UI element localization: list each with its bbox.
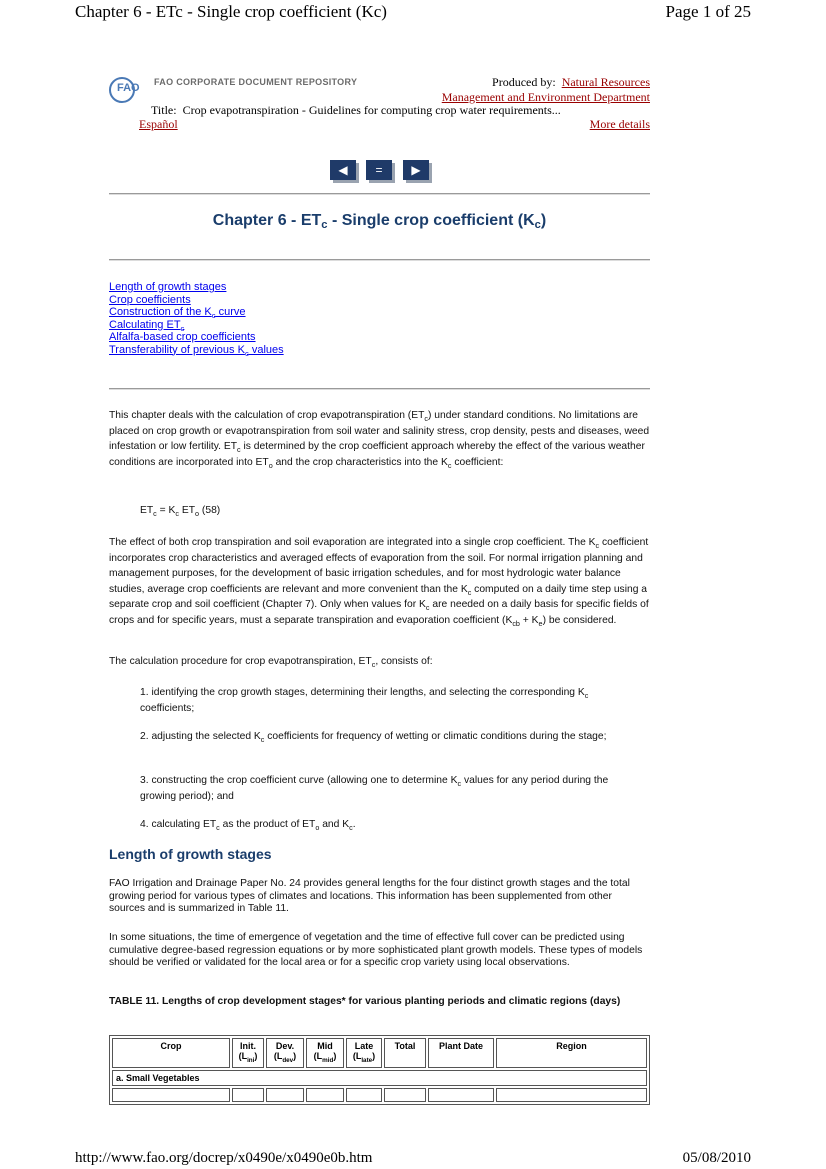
- divider: [109, 193, 650, 195]
- text: L: [355, 1051, 362, 1061]
- next-page-button[interactable]: [403, 160, 429, 180]
- sub: late: [361, 1057, 373, 1064]
- text: are needed on a daily basis for specific fields of crops and for specific years, must a separate transpiration and evaporation coefficient (K: [109, 599, 649, 626]
- document-title: [151, 103, 561, 118]
- table-cell: [306, 1088, 344, 1102]
- sub: c: [349, 823, 353, 832]
- sub: c: [467, 587, 472, 597]
- sub: e: [538, 618, 543, 628]
- produced-by-link[interactable]: Natural Resources: [561, 75, 650, 89]
- chapter-title-part: Chapter 6 - ET: [212, 212, 322, 229]
- table-cell: [346, 1088, 382, 1102]
- sub: o: [315, 823, 320, 832]
- sub: c: [371, 660, 376, 669]
- toc-sub: c: [180, 323, 185, 333]
- text: This chapter deals with the calculation of crop evapotranspiration (ET: [109, 410, 425, 421]
- toc-text: Calculating ET: [109, 318, 181, 331]
- text: coefficients;: [140, 702, 195, 714]
- kc-paragraph: [109, 535, 650, 628]
- sub: c: [457, 779, 462, 788]
- text: + K: [519, 614, 539, 626]
- table-cell: [428, 1088, 494, 1102]
- espanol-link[interactable]: Español: [139, 117, 178, 131]
- fao-logo-text: FAO: [117, 82, 140, 94]
- table-11: [109, 1035, 650, 1105]
- toc-sub: c: [211, 311, 216, 320]
- chapter-title-sub: c: [321, 219, 328, 231]
- section-heading-length-of-growth-stages: Length of growth stages: [109, 846, 272, 862]
- text: , consists of:: [375, 656, 433, 667]
- sub: c: [425, 603, 430, 612]
- sub: ini: [247, 1057, 255, 1064]
- table-of-contents: [109, 281, 284, 356]
- col-region: Region: [496, 1038, 647, 1068]
- text: ET: [140, 505, 154, 516]
- section-paragraph-1: FAO Irrigation and Drainage Paper No. 24 provides general lengths for the four distinct growth stages and the total growing period for various types of climates and locations. This information has been supplemented from other sources and is summarized in Table 11.: [109, 878, 630, 914]
- chapter-title: [109, 212, 650, 230]
- chapter-title-sub: c: [534, 219, 541, 231]
- text: (58): [199, 505, 221, 516]
- title-label: Title:: [151, 103, 177, 117]
- toc-text: values: [248, 343, 284, 356]
- procedure-step-3: [140, 773, 640, 804]
- fao-logo-icon[interactable]: [109, 77, 140, 103]
- toc-text: Transferability of previous K: [109, 343, 245, 356]
- next-arrow-icon: ▶: [411, 163, 421, 177]
- text: L: [316, 1051, 323, 1061]
- col-total: Total: [384, 1038, 426, 1068]
- text: The effect of both crop transpiration and soil evaporation are integrated into a single crop coefficient. The K: [109, 537, 596, 548]
- text: 3. constructing the crop coefficient curve (allowing one to determine K: [140, 775, 458, 786]
- chapter-title-part: - Single crop coefficient (K: [327, 212, 535, 229]
- toc-icon: =: [375, 163, 383, 177]
- sub: dev: [282, 1057, 294, 1064]
- text: 2. adjusting the selected K: [140, 731, 261, 742]
- print-header: [0, 0, 826, 24]
- text: and the crop characteristics into the K: [272, 456, 448, 468]
- sub: o: [195, 509, 200, 518]
- sub: cb: [512, 618, 520, 628]
- divider: [109, 259, 650, 261]
- text: as the product of ET: [219, 819, 316, 830]
- toc-sub: c: [244, 348, 249, 358]
- text: ET: [179, 505, 196, 516]
- prev-arrow-icon: ◀: [338, 163, 348, 177]
- sub: c: [216, 823, 220, 832]
- table-row: [112, 1088, 647, 1102]
- department-link[interactable]: Management and Environment Department: [441, 90, 650, 104]
- toc-text: Construction of the K: [109, 306, 212, 318]
- prev-page-button[interactable]: [330, 160, 356, 180]
- text: L: [241, 1051, 248, 1061]
- col-mid: Mid $(L_{mid})$: [306, 1038, 344, 1068]
- procedure-intro: [109, 654, 650, 670]
- col-late: Late $(L_{late})$: [346, 1038, 382, 1068]
- print-header-page: Page 1 of 25: [665, 2, 751, 21]
- repository-name: FAO CORPORATE DOCUMENT REPOSITORY: [154, 77, 358, 87]
- group-small-vegetables: a. Small Vegetables: [112, 1070, 647, 1086]
- text: values for any period during the growing period); and: [140, 775, 609, 802]
- text: ) under standard conditions. No limitations are placed on crop growth or evapotranspiration from soil water and salinity stress, crop density, pests and diseases, weed infestation or low fertility. ET: [109, 410, 650, 452]
- col-init: Init. $(L_{ini})$: [232, 1038, 264, 1068]
- equation-58: [140, 503, 440, 519]
- col-crop: Crop: [112, 1038, 230, 1068]
- table-cell: [266, 1088, 304, 1102]
- table-cell: [496, 1088, 647, 1102]
- text: computed on a daily time step using a separate crop and soil coefficient (Chapter 7). Only when values for K: [109, 583, 648, 610]
- print-footer-date: 05/08/2010: [682, 1150, 751, 1166]
- procedure-step-2: [140, 729, 640, 745]
- text: 1. identifying the crop growth stages, determining their lengths, and selecting the corresponding K: [140, 687, 585, 698]
- sub: c: [424, 414, 428, 423]
- procedure-step-1: [140, 685, 640, 716]
- sub: o: [268, 460, 273, 470]
- divider: [109, 388, 650, 390]
- text: coefficient incorporates crop characteristics and averaged effects of evaporation from the soil. For normal irrigation planning and management purposes, for the development of basic irrigation schedules, and for most hydrologic water balance studies, average crop coefficients are relevant and more convenient than the K: [109, 537, 649, 595]
- sub: c: [175, 509, 179, 518]
- table-group-row: [112, 1070, 647, 1086]
- section-paragraph-2: In some situations, the time of emergence of vegetation and the time of effective full cover can be predicted using cumulative degree-based regression equations or by more sophisticated plant growth models. These types of models should be verified or validated for the local area or for a specific crop variety using local observations.: [109, 932, 643, 968]
- text: and K: [319, 819, 350, 830]
- table-cell: [112, 1088, 230, 1102]
- sub: c: [153, 509, 157, 518]
- text: .: [352, 819, 356, 830]
- toc-crop-coefficients[interactable]: Crop coefficients: [109, 293, 191, 306]
- col-dev: Dev. $(L_{dev})$: [266, 1038, 304, 1068]
- text: Mid: [317, 1041, 333, 1051]
- table-cell: [384, 1088, 426, 1102]
- text: 4. calculating ET: [140, 819, 217, 830]
- toc-alfalfa-based[interactable]: Alfalfa-based crop coefficients: [109, 331, 256, 343]
- text: = K: [156, 505, 176, 516]
- toc-length-of-growth-stages[interactable]: Length of growth stages: [109, 281, 227, 293]
- toc-button[interactable]: [366, 160, 392, 180]
- text: Dev.: [275, 1041, 295, 1051]
- text: ) be considered.: [542, 614, 617, 626]
- print-header-title: Chapter 6 - ETc - Single crop coefficient (Kc): [75, 2, 387, 21]
- sub: c: [584, 691, 589, 700]
- table-header-row: [112, 1038, 647, 1068]
- col-plant-date: Plant Date: [428, 1038, 494, 1068]
- text: The calculation procedure for crop evapotranspiration, ET: [109, 656, 372, 667]
- intro-paragraph: [109, 408, 650, 470]
- toc-transferability[interactable]: [109, 344, 284, 356]
- table-cell: [232, 1088, 264, 1102]
- table-11-caption: TABLE 11. Lengths of crop development stages* for various planting periods and climatic regions (days): [109, 996, 621, 1007]
- print-footer-url: http://www.fao.org/docrep/x0490e/x0490e0b.htm: [75, 1150, 373, 1166]
- text: Init.: [240, 1041, 256, 1051]
- toc-calculating-etc[interactable]: [109, 319, 184, 331]
- sub: c: [260, 735, 265, 744]
- text: is determined by the crop coefficient approach whereby the effect of the various weather conditions are incorporated into ET: [109, 441, 645, 468]
- sub: c: [595, 541, 600, 550]
- text: Late: [354, 1041, 374, 1051]
- title-value: Crop evapotranspiration - Guidelines for computing crop water requirements...: [182, 103, 561, 117]
- text: coefficients for frequency of wetting or climatic conditions during the stage;: [264, 731, 607, 742]
- produced-by: [442, 75, 650, 105]
- procedure-step-4: [140, 817, 640, 833]
- sub: c: [447, 460, 452, 470]
- chapter-title-part: ): [540, 212, 547, 229]
- text: L: [276, 1051, 283, 1061]
- toc-construction-kc-curve[interactable]: [109, 306, 246, 318]
- text: coefficient:: [451, 456, 504, 468]
- sub: c: [237, 445, 241, 454]
- toc-text: curve: [215, 306, 246, 318]
- produced-by-label: Produced by:: [492, 75, 556, 89]
- sub: mid: [322, 1057, 334, 1064]
- more-details-link[interactable]: More details: [589, 117, 650, 131]
